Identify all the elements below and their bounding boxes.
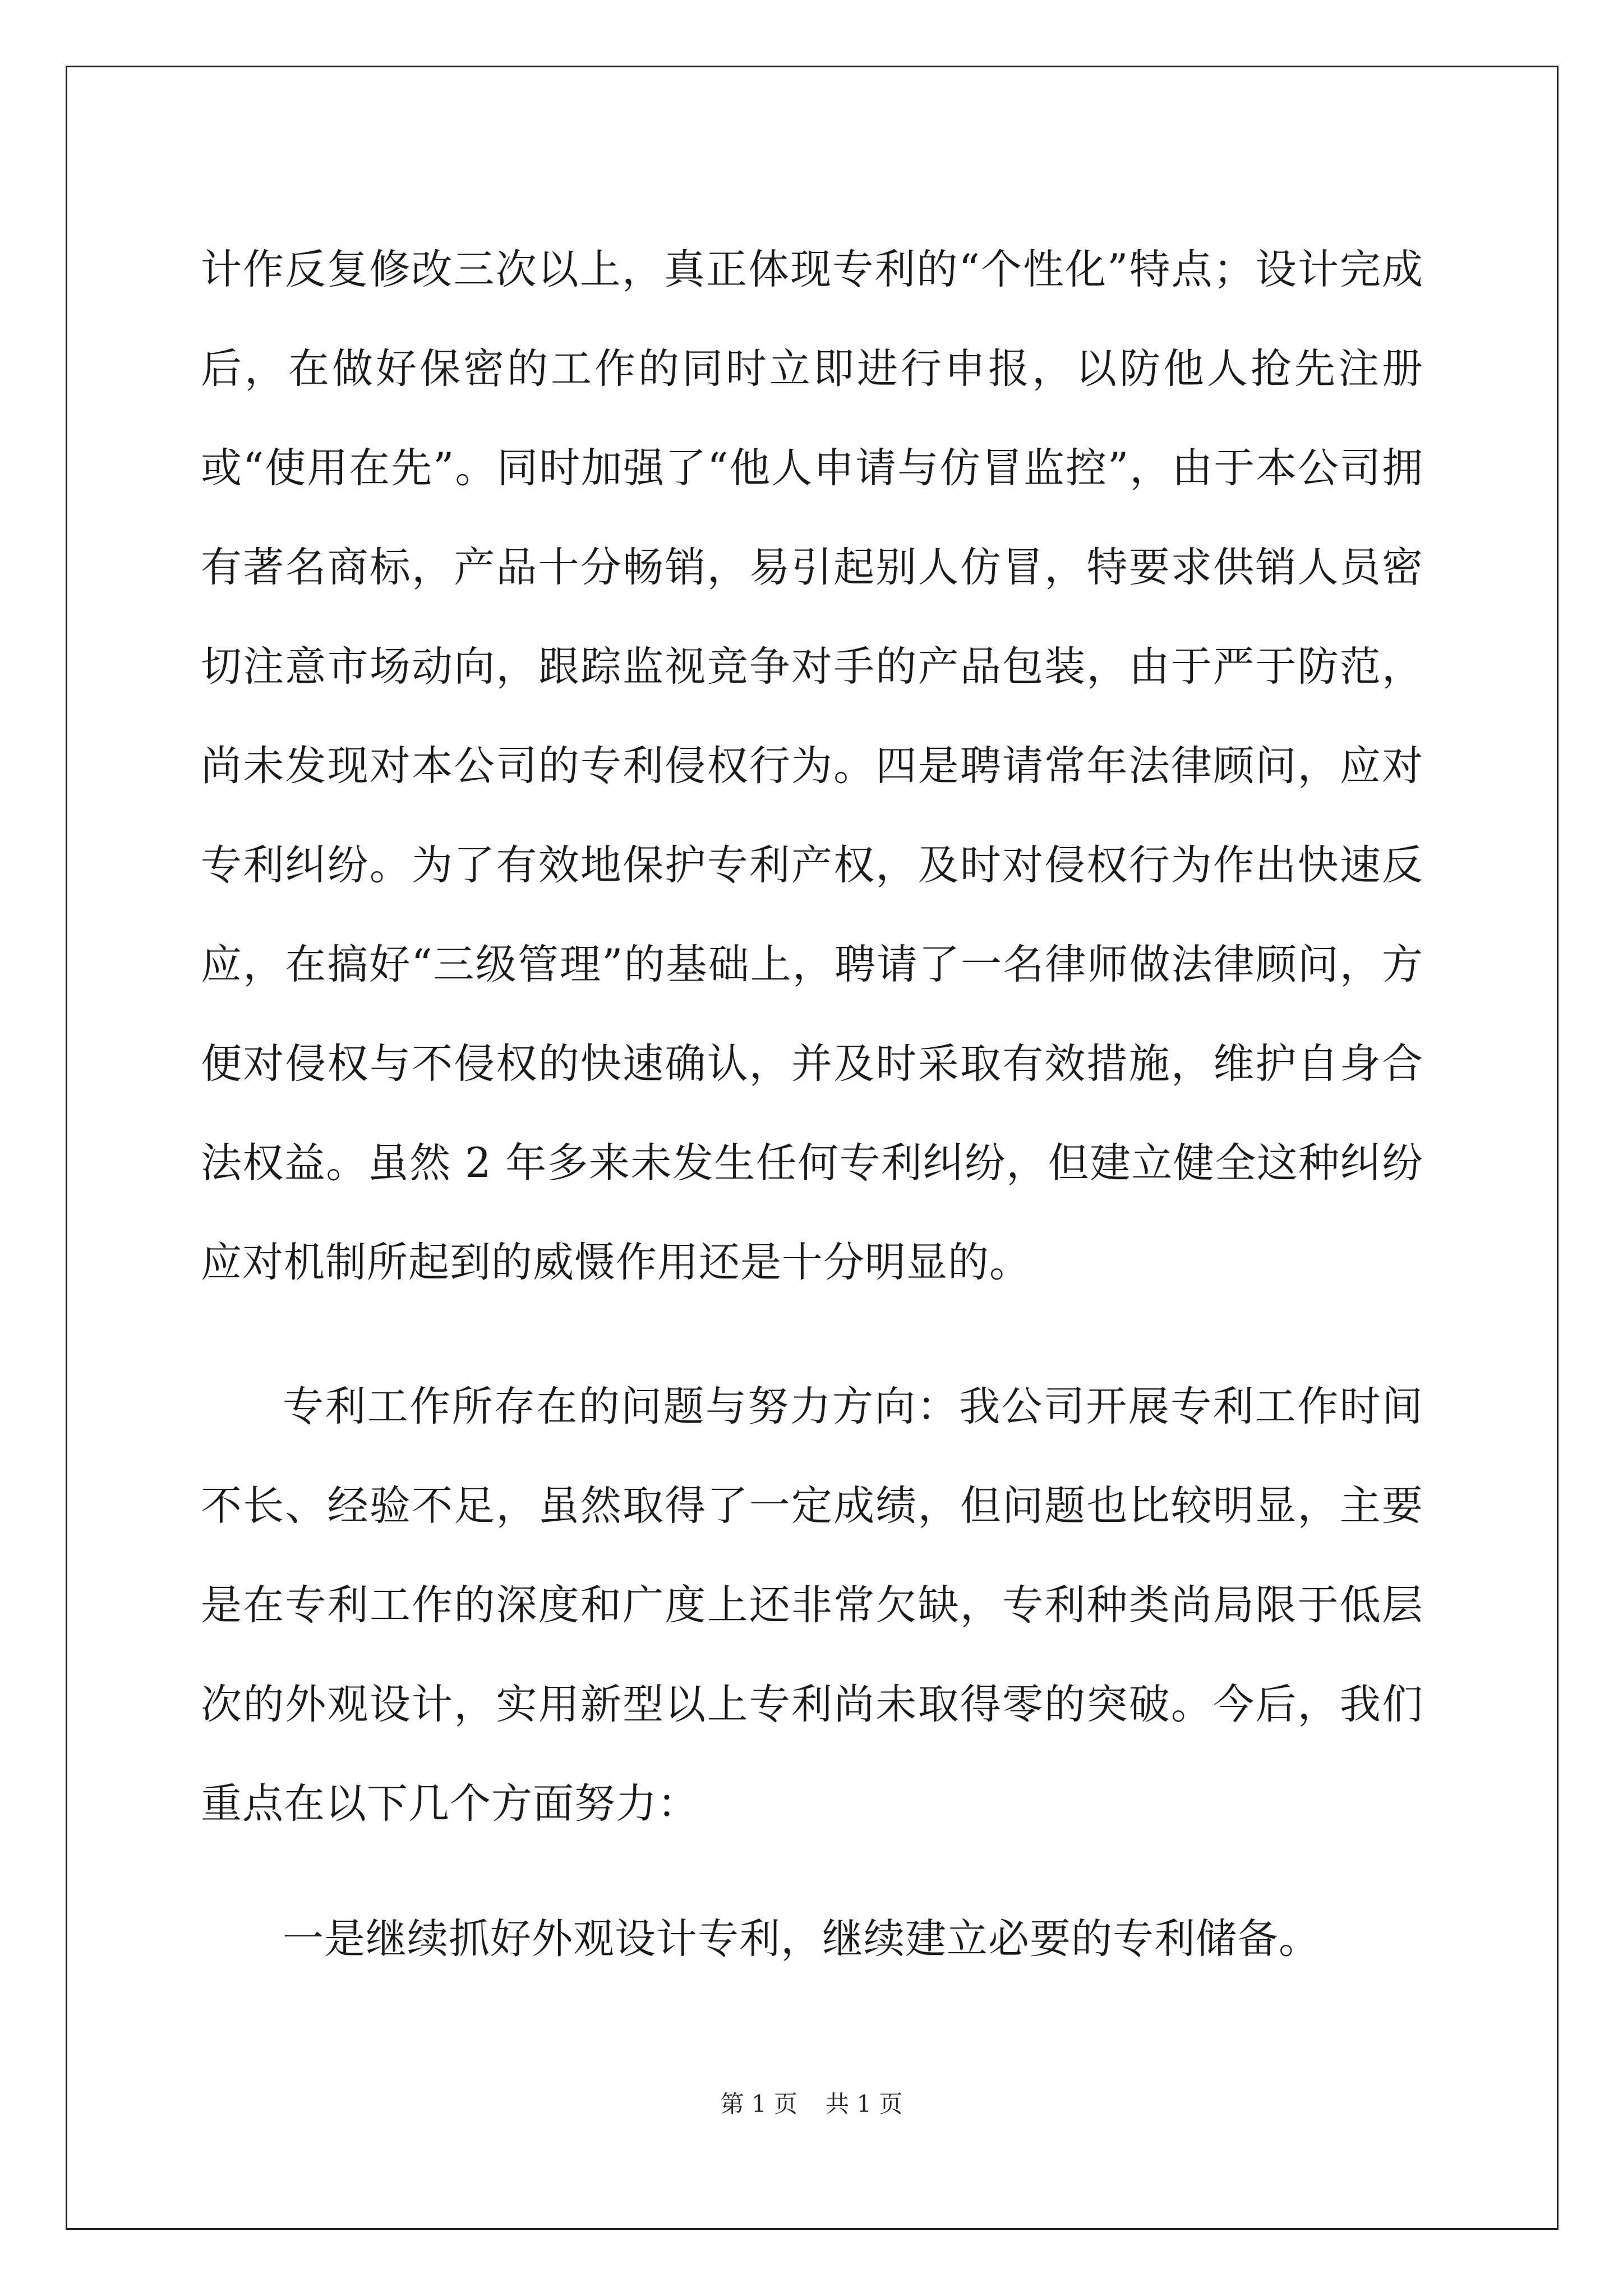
paragraph-2: 专利工作所存在的问题与努力方向：我公司开展专利工作时间不长、经验不足，虽然取得了一定成绩，但问题也比较明显，主要是在专利工作的深度和广度上还非常欠缺，专利种类尚局限于低层次的外观设计，实用新型以上专利尚未取得零的突破。今后，我们重点在以下几个方面努力： [201, 1383, 1423, 1828]
document-body [201, 220, 1423, 1989]
page-footer [0, 2086, 1623, 2119]
page-number-total: 共 1 页 [826, 2090, 903, 2118]
page-number-current: 第 1 页 [720, 2090, 797, 2118]
paragraph-1: 计作反复修改三次以上，真正体现专利的“个性化”特点；设计完成后，在做好保密的工作的同时立即进行申报，以防他人抢先注册或“使用在先”。同时加强了“他人申请与仿冒监控”，由于本公司拥有著名商标，产品十分畅销，易引起别人仿冒，特要求供销人员密切注意市场动向，跟踪监视竞争对手的产品包装，由于严于防范，尚未发现对本公司的专利侵权行为。四是聘请常年法律顾问，应对专利纠纷。为了有效地保护专利产权，及时对侵权行为作出快速反应，在搞好“三级管理”的基础上，聘请了一名律师做法律顾问，方便对侵权与不侵权的快速确认，并及时采取有效措施，维护自身合法权益。虽然 2 年多来未发生任何专利纠纷，但建立健全这种纠纷应对机制所起到的威慑作用还是十分明显的。 [201, 246, 1423, 1286]
paragraph-3: 一是继续抓好外观设计专利，继续建立必要的专利储备。 [283, 1915, 1320, 1963]
